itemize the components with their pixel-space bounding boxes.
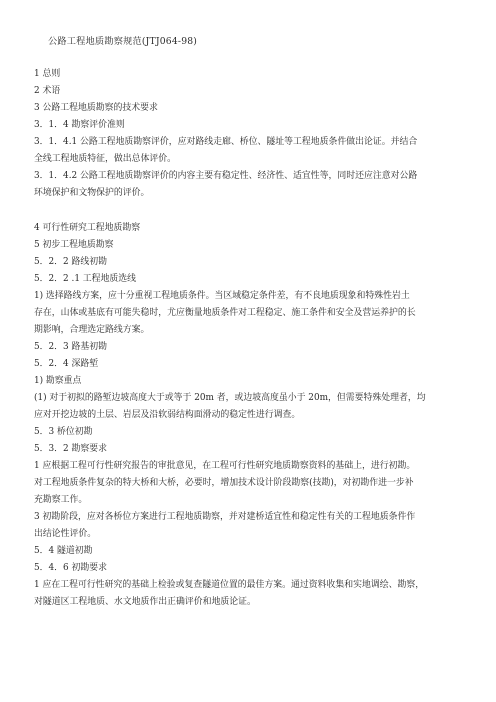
paragraph-line: 对工程地质条件复杂的特大桥和大桥，必要时，增加技术设计阶段勘察(技勘)，对初勘作进一步补	[34, 478, 414, 488]
subsection-heading: 5．3 桥位初勘	[34, 427, 93, 437]
paragraph-line: (1) 对于初拟的路堑边坡高度大于或等于 20m 者，或边坡高度虽小于 20m，但需要特殊处理者，均	[34, 393, 426, 403]
paragraph-line: 出结论性评价。	[34, 529, 97, 539]
subsection-heading: 5．2．2 .1 工程地质选线	[34, 274, 137, 284]
section-heading-terms: 2 术语	[34, 86, 61, 96]
paragraph-line: 充勘察工作。	[34, 495, 88, 505]
section-heading-general: 1 总则	[34, 69, 61, 79]
paragraph-line: 3．1．4.1 公路工程地质勘察评价，应对路线走廊、桥位、隧址等工程地质条件做出论证。并结合	[34, 137, 418, 147]
section-heading-tech-req: 3 公路工程地质勘察的技术要求	[34, 103, 158, 113]
subsection-heading: 5．3．2 勘察要求	[34, 444, 108, 454]
subsection-heading: 5．2．2 路线初勘	[34, 257, 108, 267]
subsection-heading: 5．4．6 初勘要求	[34, 563, 108, 573]
paragraph-line: 1 应根据工程可行性研究报告的审批意见，在工程可行性研究地质勘察资料的基础上，进行初勘。	[34, 461, 416, 471]
subsection-heading: 5．4 隧道初勘	[34, 546, 93, 556]
paragraph-line: 环境保护和文物保护的评价。	[34, 188, 150, 198]
paragraph-line: 期影响，合理选定路线方案。	[34, 325, 150, 335]
paragraph-line: 3 初勘阶段，应对各桥位方案进行工程地质勘察，并对建桥适宜性和稳定性有关的工程地质条件作	[34, 512, 416, 522]
subsection-heading: 3．1．4 勘察评价准则	[34, 120, 125, 130]
paragraph-line: 全线工程地质特征，做出总体评价。	[34, 154, 176, 164]
paragraph-line: 对隧道区工程地质、水文地质作出正确评价和地质论证。	[34, 597, 256, 607]
paragraph-line: 1) 选择路线方案，应十分重视工程地质条件。当区域稳定条件差，有不良地质现象和特殊性岩土	[34, 291, 410, 301]
subsection-heading: 5．2．4 深路堑	[34, 359, 99, 369]
paragraph-line: 3．1．4.2 公路工程地质勘察评价的内容主要有稳定性、经济性、适宜性等，同时还应注意对公路	[34, 171, 418, 181]
section-heading-preliminary: 5 初步工程地质勘察	[34, 240, 114, 250]
paragraph-line: 应对开挖边坡的土层、岩层及沿软弱结构面滑动的稳定性进行调查。	[34, 410, 301, 420]
list-item: 1) 勘察重点	[34, 376, 82, 386]
document-title: 公路工程地质勘察规范(JTJ064-98)	[48, 36, 198, 47]
paragraph-line: 存在，山体或基底有可能失稳时，尤应衡量地质条件对工程稳定、施工条件和安全及营运养护的长	[34, 308, 416, 318]
section-heading-feasibility: 4 可行性研究工程地质勘察	[34, 223, 141, 233]
subsection-heading: 5．2．3 路基初勘	[34, 342, 108, 352]
paragraph-line: 1 应在工程可行性研究的基础上检验或复查隧道位置的最佳方案。通过资料收集和实地调绘、勘察，	[34, 580, 425, 590]
